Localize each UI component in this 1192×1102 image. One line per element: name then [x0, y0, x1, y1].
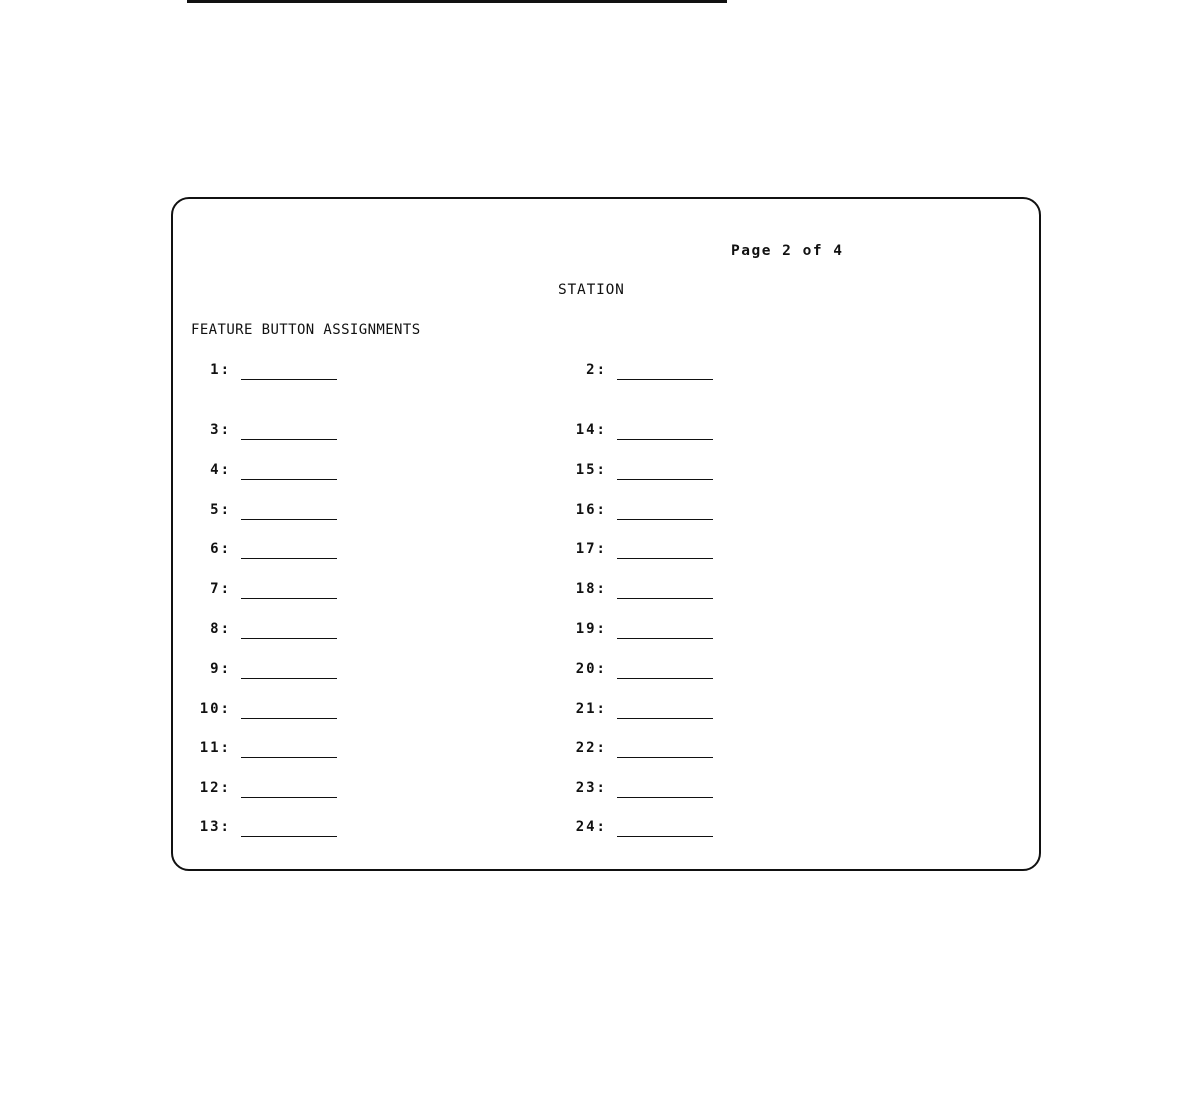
field-label: 8:	[210, 621, 231, 637]
feature-button-input[interactable]	[241, 459, 337, 480]
feature-button-input[interactable]	[617, 359, 713, 380]
field-label: 14:	[575, 422, 607, 438]
feature-button-input[interactable]	[617, 538, 713, 559]
feature-button-input[interactable]	[241, 359, 337, 380]
field-label: 12:	[199, 780, 231, 796]
feature-button-input[interactable]	[617, 459, 713, 480]
field-label: 15:	[575, 462, 607, 478]
feature-button-input[interactable]	[241, 777, 337, 798]
field-label: 19:	[575, 621, 607, 637]
top-rule	[187, 0, 727, 3]
field-label: 17:	[575, 541, 607, 557]
field-label: 16:	[575, 502, 607, 518]
feature-button-input[interactable]	[617, 618, 713, 639]
field-label: 5:	[210, 502, 231, 518]
feature-button-input[interactable]	[241, 698, 337, 719]
feature-button-input[interactable]	[241, 737, 337, 758]
field-label: 10:	[199, 701, 231, 717]
field-label: 18:	[575, 581, 607, 597]
feature-button-input[interactable]	[241, 419, 337, 440]
field-label: 21:	[575, 701, 607, 717]
field-label: 1:	[210, 362, 231, 378]
terminal-screen-frame	[171, 197, 1041, 871]
form-title: STATION	[558, 282, 625, 298]
field-label: 20:	[575, 661, 607, 677]
page-indicator: Page 2 of 4	[731, 243, 844, 259]
feature-button-input[interactable]	[617, 816, 713, 837]
feature-button-input[interactable]	[241, 658, 337, 679]
field-label: 6:	[210, 541, 231, 557]
field-label: 4:	[210, 462, 231, 478]
field-label: 22:	[575, 740, 607, 756]
feature-button-input[interactable]	[617, 578, 713, 599]
feature-button-input[interactable]	[241, 538, 337, 559]
feature-button-input[interactable]	[617, 419, 713, 440]
feature-button-input[interactable]	[241, 499, 337, 520]
field-label: 7:	[210, 581, 231, 597]
feature-button-input[interactable]	[241, 816, 337, 837]
field-label: 24:	[575, 819, 607, 835]
feature-button-input[interactable]	[241, 578, 337, 599]
feature-button-input[interactable]	[617, 777, 713, 798]
field-label: 23:	[575, 780, 607, 796]
field-label: 2:	[586, 362, 607, 378]
field-label: 9:	[210, 661, 231, 677]
feature-button-input[interactable]	[617, 658, 713, 679]
feature-button-input[interactable]	[617, 698, 713, 719]
section-title: FEATURE BUTTON ASSIGNMENTS	[191, 322, 421, 338]
field-label: 13:	[199, 819, 231, 835]
field-label: 11:	[199, 740, 231, 756]
feature-button-input[interactable]	[617, 737, 713, 758]
field-label: 3:	[210, 422, 231, 438]
feature-button-input[interactable]	[617, 499, 713, 520]
feature-button-input[interactable]	[241, 618, 337, 639]
